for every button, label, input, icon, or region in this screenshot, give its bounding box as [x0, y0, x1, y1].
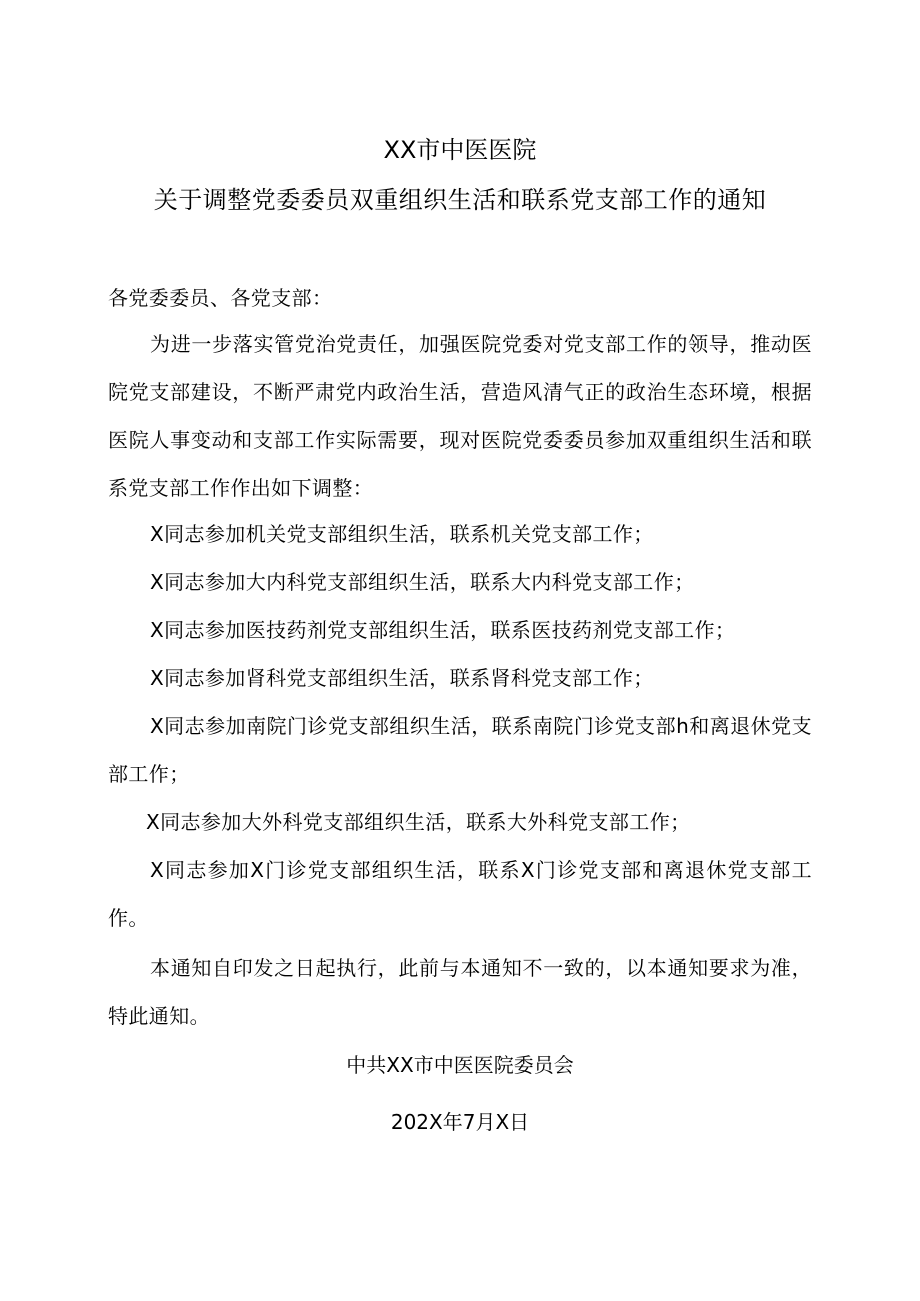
salutation: 各党委委员、各党支部： [108, 286, 333, 310]
signature-organization: 中共XX市中医医院委员会 [346, 1053, 574, 1077]
list-item: X同志参加大内科党支部组织生活，联系大内科党支部工作； [150, 570, 695, 594]
list-item: X同志参加南院门诊党支部组织生活，联系南院门诊党支部h和离退休党支部工作； [108, 714, 812, 786]
paragraph-intro: 为进一步落实管党治党责任，加强医院党委对党支部工作的领导，推动医院党支部建设，不断严肃党内政治生活，营造风清气正的政治生态环境，根据医院人事变动和支部工作实际需要，现对医院党委委员参加双重组织生活和联系党支部工作作出如下调整： [108, 332, 812, 500]
list-item: X同志参加医技药剂党支部组织生活，联系医技药剂党支部工作； [150, 618, 736, 642]
paragraph-closing: 本通知自印发之日起执行，此前与本通知不一致的，以本通知要求为准，特此通知。 [108, 956, 812, 1028]
list-item: X同志参加肾科党支部组织生活，联系肾科党支部工作； [150, 666, 654, 690]
list-item: X同志参加X门诊党支部组织生活，联系X门诊党支部和离退休党支部工作。 [108, 858, 812, 930]
document-title-notice: 关于调整党委委员双重组织生活和联系党支部工作的通知 [153, 186, 767, 214]
document-title-hospital: XX市中医医院 [383, 136, 537, 164]
list-item: X同志参加机关党支部组织生活，联系机关党支部工作； [150, 522, 654, 546]
list-item: X同志参加大外科党支部组织生活，联系大外科党支部工作； [146, 810, 691, 834]
document-date: 202X年7月X日 [390, 1110, 530, 1134]
